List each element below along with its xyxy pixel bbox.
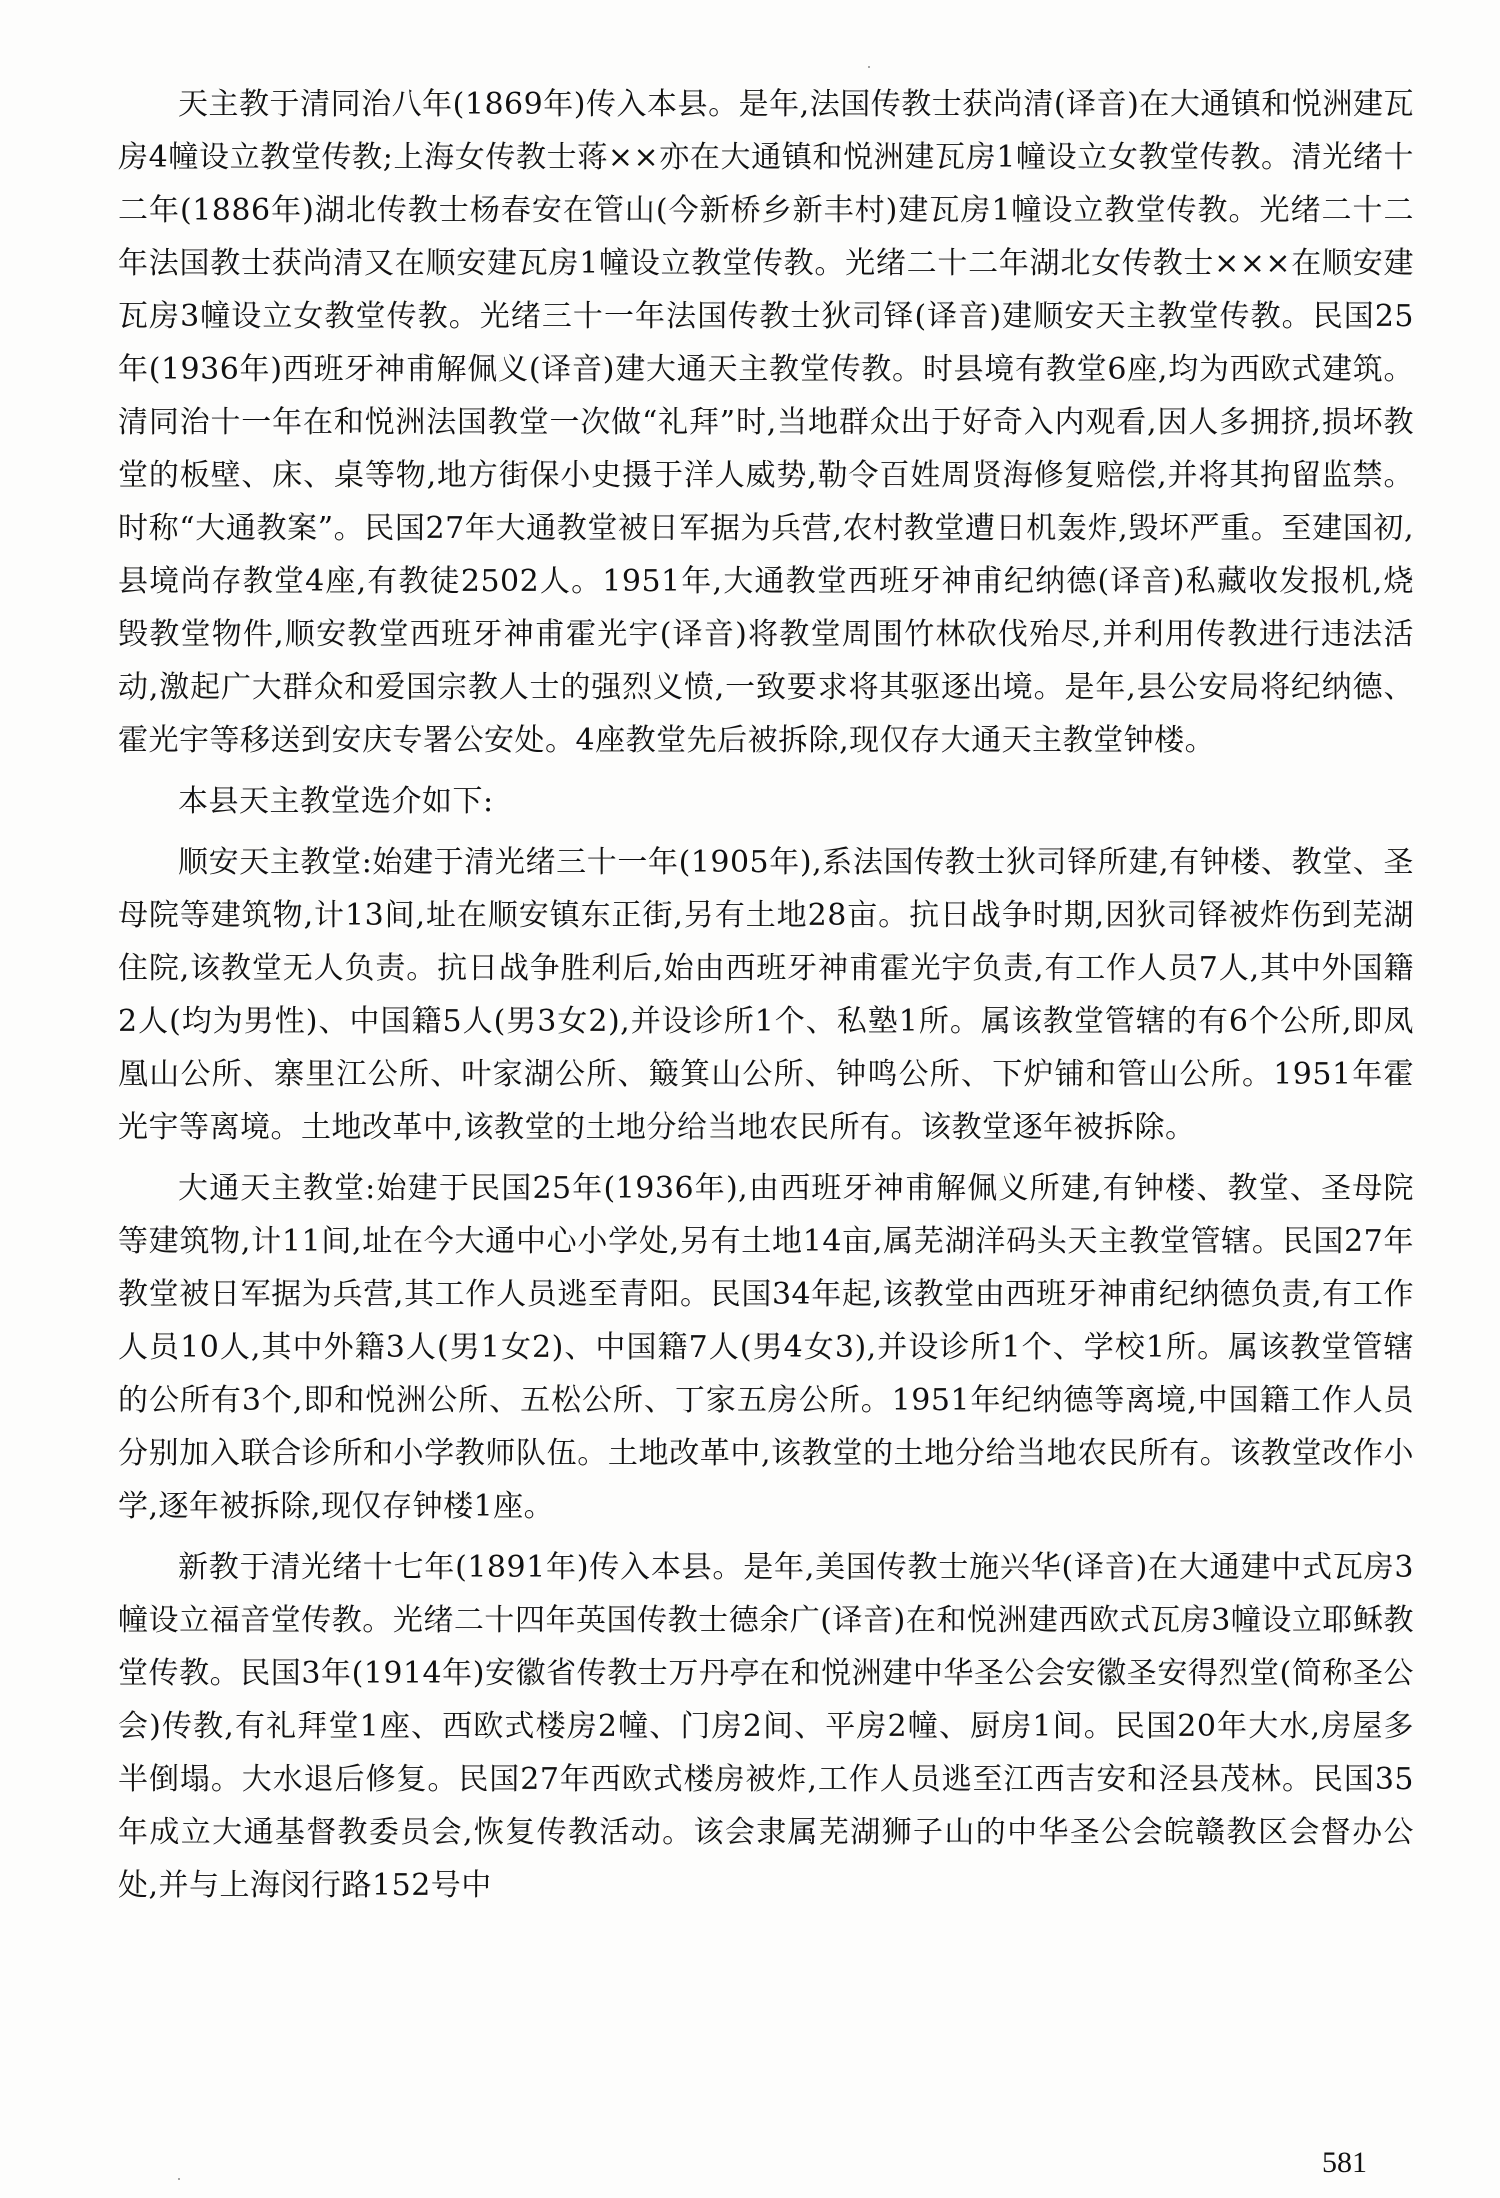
body-text xyxy=(118,78,1414,1912)
paragraph-churches-intro: 本县天主教堂选介如下: xyxy=(178,784,494,819)
paragraph-protestant-history: 新教于清光绪十七年(1891年)传入本县。是年,美国传教士施兴华(译音)在大通建中式瓦房3幢设立福音堂传教。光绪二十四年英国传教士德余广(译音)在和悦洲建西欧式瓦房3幢设立耶稣教堂传教。民国3年(1914年)安徽省传教士万丹亭在和悦洲建中华圣公会安徽圣安得烈堂(简称圣公会)传教,有礼拜堂1座、西欧式楼房2幢、门房2间、平房2幢、厨房1间。民国20年大水,房屋多半倒塌。大水退后修复。民国27年西欧式楼房被炸,工作人员逃至江西吉安和泾县茂林。民国35年成立大通基督教委员会,恢复传教活动。该会隶属芜湖狮子山的中华圣公会皖赣教区会督办公处,并与上海闵行路152号中 xyxy=(118,1550,1414,1903)
paragraph-catholic-history: 天主教于清同治八年(1869年)传入本县。是年,法国传教士获尚清(译音)在大通镇和悦洲建瓦房4幢设立教堂传教;上海女传教士蒋××亦在大通镇和悦洲建瓦房1幢设立女教堂传教。清光绪十二年(1886年)湖北传教士杨春安在管山(今新桥乡新丰村)建瓦房1幢设立教堂传教。光绪二十二年法国教士获尚清又在顺安建瓦房1幢设立教堂传教。光绪二十二年湖北女传教士×××在顺安建瓦房3幢设立女教堂传教。光绪三十一年法国传教士狄司铎(译音)建顺安天主教堂传教。民国25年(1936年)西班牙神甫解佩义(译音)建大通天主教堂传教。时县境有教堂6座,均为西欧式建筑。清同治十一年在和悦洲法国教堂一次做“礼拜”时,当地群众出于好奇入内观看,因人多拥挤,损坏教堂的板壁、床、桌等物,地方街保小史摄于洋人威势,勒令百姓周贤海修复赔偿,并将其拘留监禁。时称“大通教案”。民国27年大通教堂被日军据为兵营,农村教堂遭日机轰炸,毁坏严重。至建国初,县境尚存教堂4座,有教徒2502人。1951年,大通教堂西班牙神甫纪纳德(译音)私藏收发报机,烧毁教堂物件,顺安教堂西班牙神甫霍光宇(译音)将教堂周围竹林砍伐殆尽,并利用传教进行违法活动,激起广大群众和爱国宗教人士的强烈义愤,一致要求将其驱逐出境。是年,县公安局将纪纳德、霍光宇等移送到安庆专署公安处。4座教堂先后被拆除,现仅存大通天主教堂钟楼。 xyxy=(118,87,1414,758)
paragraph-datong-church: 大通天主教堂:始建于民国25年(1936年),由西班牙神甫解佩义所建,有钟楼、教堂、圣母院等建筑物,计11间,址在今大通中心小学处,另有土地14亩,属芜湖洋码头天主教堂管辖。民国27年教堂被日军据为兵营,其工作人员逃至青阳。民国34年起,该教堂由西班牙神甫纪纳德负责,有工作人员10人,其中外籍3人(男1女2)、中国籍7人(男4女3),并设诊所1个、学校1所。属该教堂管辖的公所有3个,即和悦洲公所、五松公所、丁家五房公所。1951年纪纳德等离境,中国籍工作人员分别加入联合诊所和小学教师队伍。土地改革中,该教堂的土地分给当地农民所有。该教堂改作小学,逐年被拆除,现仅存钟楼1座。 xyxy=(118,1171,1414,1524)
page-number: 581 xyxy=(1322,2146,1367,2179)
scan-speck xyxy=(178,2178,180,2180)
scan-speck xyxy=(868,66,870,68)
paragraph-shunan-church: 顺安天主教堂:始建于清光绪三十一年(1905年),系法国传教士狄司铎所建,有钟楼、教堂、圣母院等建筑物,计13间,址在顺安镇东正街,另有土地28亩。抗日战争时期,因狄司铎被炸伤到芜湖住院,该教堂无人负责。抗日战争胜利后,始由西班牙神甫霍光宇负责,有工作人员7人,其中外国籍2人(均为男性)、中国籍5人(男3女2),并设诊所1个、私塾1所。属该教堂管辖的有6个公所,即凤凰山公所、寨里江公所、叶家湖公所、簸箕山公所、钟鸣公所、下炉铺和管山公所。1951年霍光宇等离境。土地改革中,该教堂的土地分给当地农民所有。该教堂逐年被拆除。 xyxy=(118,845,1414,1145)
